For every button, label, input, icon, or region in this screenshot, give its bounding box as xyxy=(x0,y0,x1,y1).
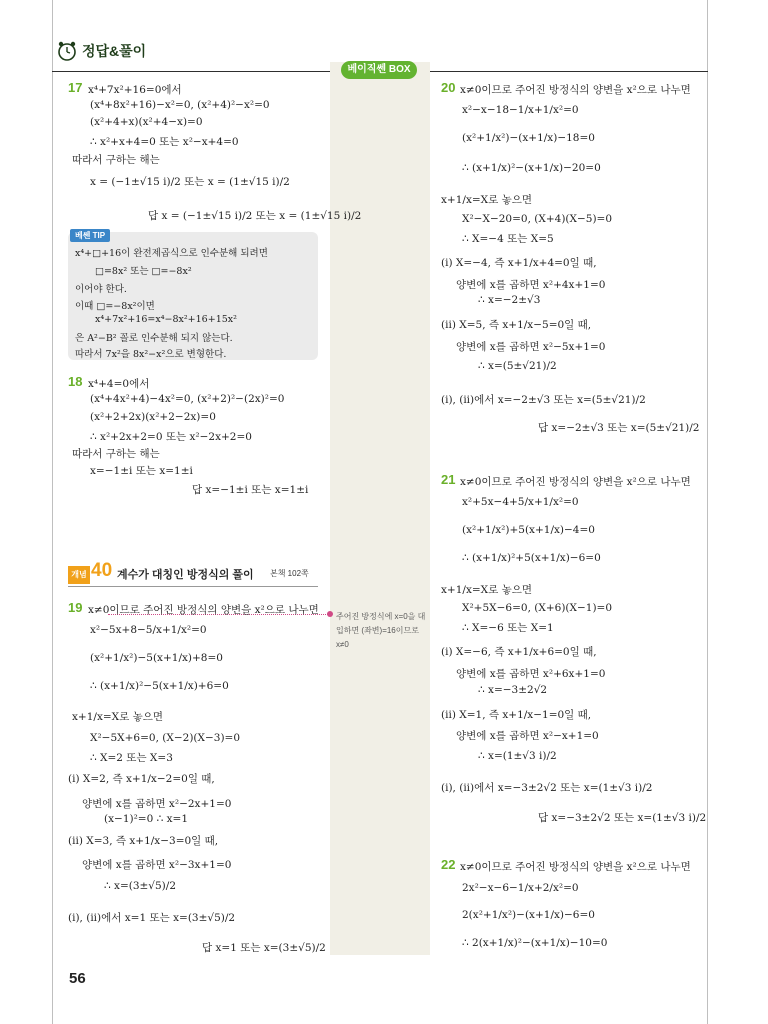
page-number: 56 xyxy=(69,970,86,987)
solution-line: (ii) X=5, 즉 x+1/x−5=0일 때, xyxy=(441,319,592,331)
solution-line: x⁴+4=0에서 xyxy=(88,378,150,390)
solution-line: (i) X=−4, 즉 x+1/x+4=0일 때, xyxy=(441,257,597,269)
solution-line: ∴ 2(x+1/x)²−(x+1/x)−10=0 xyxy=(462,937,608,949)
solution-line: (x²+2+2x)(x²+2−2x)=0 xyxy=(90,411,216,423)
solution-line: ∴ x=(3±√5)/2 xyxy=(104,880,176,892)
concept-title: 계수가 대칭인 방정식의 풀이 xyxy=(117,569,254,581)
solution-line: (i), (ii)에서 x=−3±2√2 또는 x=(1±√3 i)/2 xyxy=(441,782,653,794)
solution-line: 양변에 x를 곱하면 x²−x+1=0 xyxy=(456,730,599,742)
solution-line: ∴ x²+2x+2=0 또는 x²−2x+2=0 xyxy=(90,431,252,443)
answer-line: 답 x=−1±i 또는 x=1±i xyxy=(192,484,309,496)
concept-number: 40 xyxy=(91,560,113,581)
solution-line: (x²+4+x)(x²+4−x)=0 xyxy=(90,116,203,128)
solution-line: (x⁴+4x²+4)−4x²=0, (x²+2)²−(2x)²=0 xyxy=(90,393,285,405)
solution-line: (x²+1/x²)−(x+1/x)−18=0 xyxy=(462,132,595,144)
alarm-clock-icon xyxy=(56,40,78,62)
solution-line: 양변에 x를 곱하면 x²−2x+1=0 xyxy=(82,798,232,810)
solution-line: (i) X=−6, 즉 x+1/x+6=0일 때, xyxy=(441,646,597,658)
solution-line: x≠0이므로 주어진 방정식의 양변을 x²으로 나누면 xyxy=(88,604,319,616)
problem-number: 21 xyxy=(441,472,456,487)
solution-line: ∴ x=(5±√21)/2 xyxy=(478,360,557,372)
solution-line: (x²+1/x²)−5(x+1/x)+8=0 xyxy=(90,652,223,664)
tip-line: x⁴+7x²+16=x⁴−8x²+16+15x² xyxy=(95,314,237,325)
solution-line: ∴ (x+1/x)²−(x+1/x)−20=0 xyxy=(462,162,601,174)
solution-line: ∴ (x+1/x)²−5(x+1/x)+6=0 xyxy=(90,680,229,692)
answer-line: 답 x=−3±2√2 또는 x=(1±√3 i)/2 xyxy=(538,812,707,824)
solution-line: x²−5x+8−5/x+1/x²=0 xyxy=(90,624,207,636)
solution-line: 따라서 구하는 해는 xyxy=(72,154,160,166)
solution-line: x = (−1±√15 i)/2 또는 x = (1±√15 i)/2 xyxy=(90,176,290,188)
solution-line: 따라서 구하는 해는 xyxy=(72,448,160,460)
tip-line: 은 A²−B² 꼴로 인수분해 되지 않는다. xyxy=(75,333,233,344)
side-note-marker xyxy=(327,611,333,617)
concept-reference: 본책 102쪽 xyxy=(270,569,309,578)
tip-tag: 베쎈 TIP xyxy=(70,229,110,242)
solution-line: x²+5x−4+5/x+1/x²=0 xyxy=(462,496,579,508)
solution-line: ∴ X=−6 또는 X=1 xyxy=(462,622,554,634)
solution-line: (ii) X=3, 즉 x+1/x−3=0일 때, xyxy=(68,835,219,847)
tip-line: 이때 □=−8x²이면 xyxy=(75,301,155,312)
solution-line: (ii) X=1, 즉 x+1/x−1=0일 때, xyxy=(441,709,592,721)
solution-line: 양변에 x를 곱하면 x²+6x+1=0 xyxy=(456,668,606,680)
brand-title: 정답&풀이 xyxy=(82,43,147,59)
left-margin-rule xyxy=(52,0,53,1024)
solution-line: x²−x−18−1/x+1/x²=0 xyxy=(462,104,579,116)
problem-number: 18 xyxy=(68,374,83,389)
brand xyxy=(56,40,146,62)
right-margin-rule xyxy=(707,0,708,1024)
tip-line: 이어야 한다. xyxy=(75,284,127,295)
solution-line: (i) X=2, 즉 x+1/x−2=0일 때, xyxy=(68,773,215,785)
solution-line: (x²+1/x²)+5(x+1/x)−4=0 xyxy=(462,524,595,536)
solution-line: x+1/x=X로 놓으면 xyxy=(441,194,533,206)
solution-line: (i), (ii)에서 x=1 또는 x=(3±√5)/2 xyxy=(68,912,236,924)
side-note: 주어진 방정식에 x=0을 대입하면 (좌변)=16이므로 x≠0 xyxy=(336,612,426,649)
solution-line: x=−1±i 또는 x=1±i xyxy=(90,465,193,477)
tip-line: x⁴+□+16이 완전제곱식으로 인수분해 되려면 xyxy=(75,248,268,259)
solution-line: ∴ (x+1/x)²+5(x+1/x)−6=0 xyxy=(462,552,601,564)
problem-number: 22 xyxy=(441,857,456,872)
solution-line: x+1/x=X로 놓으면 xyxy=(441,584,533,596)
solution-line: x⁴+7x²+16=0에서 xyxy=(88,84,182,96)
solution-line: ∴ x=−2±√3 xyxy=(478,294,541,306)
solution-line: X²−X−20=0, (X+4)(X−5)=0 xyxy=(462,213,613,225)
problem-number: 19 xyxy=(68,600,83,615)
answer-line: 답 x=−2±√3 또는 x=(5±√21)/2 xyxy=(538,422,700,434)
solution-line: 양변에 x를 곱하면 x²−3x+1=0 xyxy=(82,859,232,871)
solution-line: x≠0이므로 주어진 방정식의 양변을 x²으로 나누면 xyxy=(460,84,691,96)
solution-line: (x−1)²=0 ∴ x=1 xyxy=(104,813,189,825)
solution-line: x≠0이므로 주어진 방정식의 양변을 x²으로 나누면 xyxy=(460,861,691,873)
solution-line: 2(x²+1/x²)−(x+1/x)−6=0 xyxy=(462,909,595,921)
solution-line: 2x²−x−6−1/x+2/x²=0 xyxy=(462,882,579,894)
tip-line: 따라서 7x²을 8x²−x²으로 변형한다. xyxy=(75,349,227,360)
solution-line: x+1/x=X로 놓으면 xyxy=(72,711,164,723)
tip-line: □=8x² 또는 □=−8x² xyxy=(95,266,192,277)
problem-number: 17 xyxy=(68,80,83,95)
solution-line: X²+5X−6=0, (X+6)(X−1)=0 xyxy=(462,602,613,614)
box-badge: 베이직쎈 BOX xyxy=(341,61,417,79)
solution-line: X²−5X+6=0, (X−2)(X−3)=0 xyxy=(90,732,241,744)
solution-line: 양변에 x를 곱하면 x²+4x+1=0 xyxy=(456,279,606,291)
answer-line: 답 x=1 또는 x=(3±√5)/2 xyxy=(202,942,326,954)
solution-line: (i), (ii)에서 x=−2±√3 또는 x=(5±√21)/2 xyxy=(441,394,646,406)
concept-tag: 개념 xyxy=(68,566,90,584)
solution-line: (x⁴+8x²+16)−x²=0, (x²+4)²−x²=0 xyxy=(90,99,270,111)
solution-line: ∴ X=2 또는 X=3 xyxy=(90,752,173,764)
answer-line: 답 x = (−1±√15 i)/2 또는 x = (1±√15 i)/2 xyxy=(148,210,362,222)
solution-line: ∴ X=−4 또는 X=5 xyxy=(462,233,554,245)
solution-line: ∴ x=−3±2√2 xyxy=(478,684,548,696)
solution-line: x≠0이므로 주어진 방정식의 양변을 x²으로 나누면 xyxy=(460,476,691,488)
center-box-band xyxy=(330,62,430,955)
solution-line: ∴ x²+x+4=0 또는 x²−x+4=0 xyxy=(90,136,239,148)
solution-line: 양변에 x를 곱하면 x²−5x+1=0 xyxy=(456,341,606,353)
solution-line: ∴ x=(1±√3 i)/2 xyxy=(478,750,557,762)
problem-number: 20 xyxy=(441,80,456,95)
